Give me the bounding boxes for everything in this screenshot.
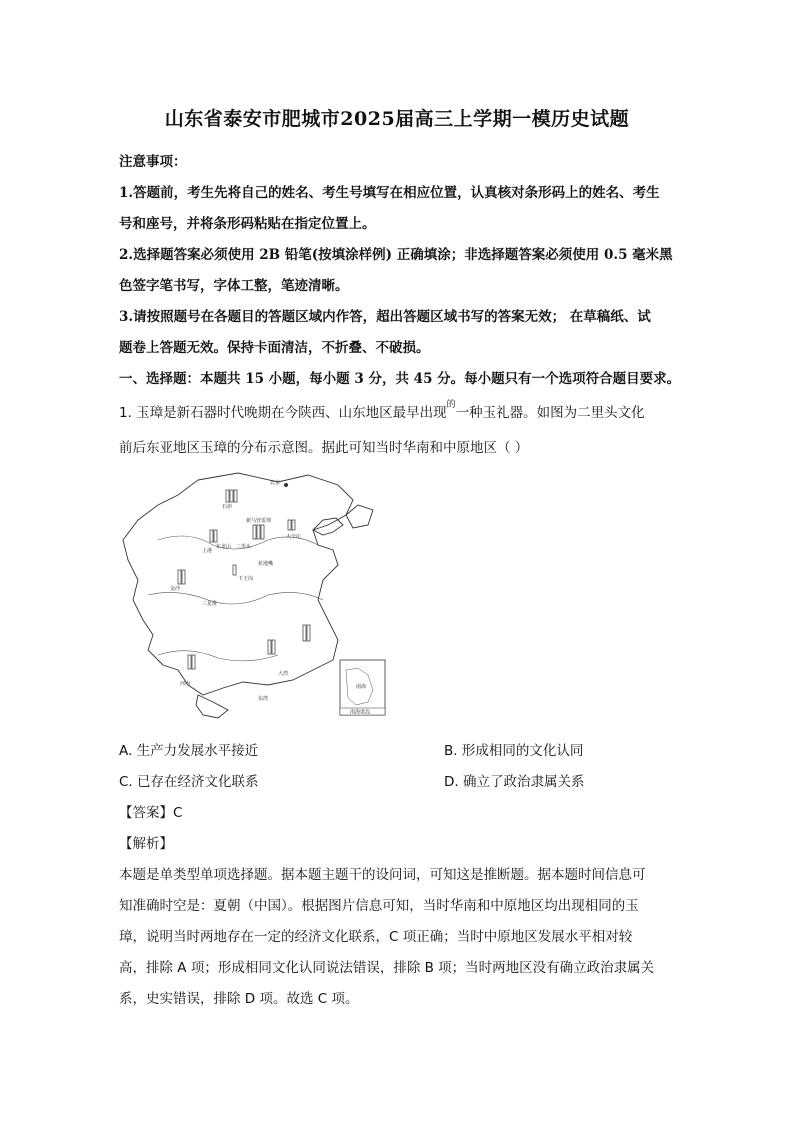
map-label-dawan: 大湾: [278, 671, 289, 677]
inset-label-islands: 南海诸岛: [350, 709, 371, 716]
map-label-zhenmiao: 新马营雷坝: [246, 518, 272, 524]
option-c: C. 已存在经济文化联系: [119, 774, 259, 790]
analysis-line-3: 璋，说明当时两地存在一定的经济文化联系，C 项正确；当时中原地区发展水平相对较: [119, 929, 633, 945]
analysis-heading: 【解析】: [119, 836, 173, 852]
map-label-donggu: 东湾: [258, 696, 269, 702]
map-label-erlitou: 二里头: [236, 544, 252, 550]
answer: 【答案】C: [119, 805, 183, 821]
map-label-jinsha: 金沙: [170, 586, 181, 592]
question-1-line-2: 前后东亚地区玉璋的分布示意图。据此可知当时华南和中原地区（ ）: [119, 440, 529, 456]
map-label-beijing: 北京: [270, 480, 281, 486]
notice-item-2-line-1: 2.选择题答案必须使用 2B 铅笔(按填涂样例) 正确填涂；非选择题答案必须使用 0.5 毫米黑: [119, 247, 673, 263]
map-label-shimao: 石峁: [222, 504, 233, 510]
option-b: B. 形成相同的文化认同: [444, 743, 584, 759]
option-a: A. 生产力发展水平接近: [119, 743, 259, 759]
question-1-text-b: 一种玉礼器。如图为二里头文化: [455, 405, 645, 421]
analysis-line-2: 知准确时空是：夏朝（中国）。根据图片信息可知，当时华南和中原地区均出现相同的玉: [119, 898, 639, 914]
notice-item-3-line-2: 题卷上答题无效。保持卡面清洁，不折叠、不破损。: [119, 340, 430, 356]
question-1-line-1: [119, 401, 645, 421]
beijing-marker: [284, 483, 288, 487]
notice-item-1-line-1: 1.答题前，考生先将自己的姓名、考生号填写在相应位置，认真核对条形码上的姓名、考生: [119, 185, 660, 201]
question-1-text-a: 1. 玉璋是新石器时代晚期在今陕西、山东地区最早出现: [119, 405, 447, 421]
map-label-dadianzi: 大辛庄: [286, 534, 302, 540]
option-d: D. 确立了政治隶属关系: [444, 774, 585, 790]
map-label-huadi: 花地嘴: [258, 561, 274, 567]
map-rivers: [148, 536, 323, 661]
map-label-donglong: 东龙山: [216, 544, 232, 550]
notice-item-3-line-1: 3.请按照题号在各题目的答题区域内作答，超出答题区域书写的答案无效； 在草稿纸、试: [119, 309, 651, 325]
page-title: 山东省泰安市肥城市2025届高三上学期一模历史试题: [164, 108, 630, 130]
map-label-hehe: 河内: [180, 681, 191, 687]
inset-label-nanhai: 南海: [356, 684, 367, 690]
analysis-line-5: 系，史实错误，排除 D 项。故选 C 项。: [119, 991, 359, 1007]
map-label-xiawangang: 下王岗: [238, 576, 254, 582]
map-label-shangcun: 上港: [202, 548, 213, 554]
analysis-line-4: 高，排除 A 项；形成相同文化认同说法错误，排除 B 项；当时两地区没有确立政治隶属关: [119, 960, 655, 976]
map-inset: [340, 660, 385, 716]
notice-item-1-line-2: 号和座号，并将条形码粘贴在指定位置上。: [119, 216, 376, 232]
analysis-line-1: 本题是单类型单项选择题。据本题主题干的设问词，可知这是推断题。据本题时间信息可: [119, 867, 646, 883]
section-heading: 一、选择题：本题共 15 小题，每小题 3 分，共 45 分。每小题只有一个选项符合题目要求。: [119, 371, 681, 387]
notice-heading: 注意事项：: [119, 154, 187, 170]
notice-item-2-line-2: 色签字笔书写，字体工整，笔迹清晰。: [119, 278, 349, 294]
question-1-sup: 的: [446, 400, 456, 410]
jade-zhang-distribution-map: [118, 470, 388, 720]
map-label-sanxingdui: 三星堆: [202, 601, 218, 607]
map-coastline: [123, 473, 373, 718]
